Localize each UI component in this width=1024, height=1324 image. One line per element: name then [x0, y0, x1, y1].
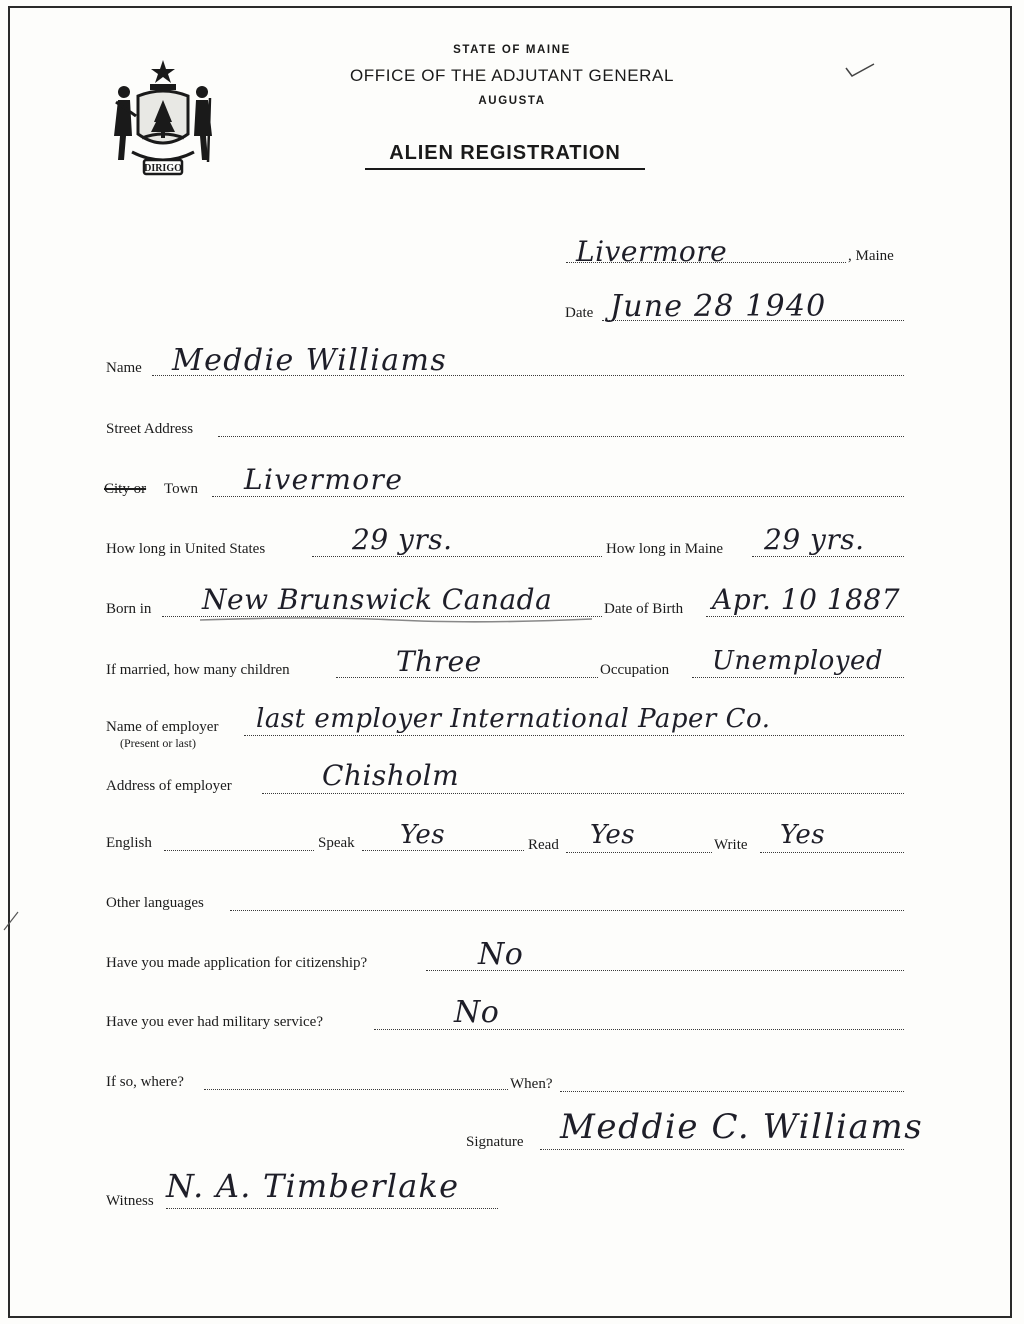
military-label: Have you ever had military service? [106, 1014, 323, 1030]
english-label: English [106, 835, 152, 851]
other-languages-line [230, 908, 904, 911]
signature-value: Meddie C. Williams [560, 1107, 924, 1147]
write-value: Yes [780, 820, 826, 850]
children-value: Three [396, 645, 482, 678]
where-line [204, 1087, 508, 1090]
occupation-label: Occupation [600, 662, 670, 678]
signature-label: Signature [466, 1134, 524, 1150]
english-line [164, 848, 314, 851]
name-label: Name [106, 360, 142, 376]
write-line [760, 850, 904, 853]
read-value: Yes [590, 820, 636, 850]
employer-sublabel: (Present or last) [120, 736, 196, 750]
employer-address-label: Address of employer [106, 778, 232, 794]
date-value: June 28 1940 [610, 289, 827, 324]
born-in-value: New Brunswick Canada [202, 583, 553, 616]
margin-mark-icon [0, 908, 24, 932]
other-languages-label: Other languages [106, 895, 204, 911]
when-label: When? [510, 1076, 553, 1092]
town-label: Town [164, 481, 198, 497]
write-label: Write [714, 837, 748, 853]
date-label: Date [565, 305, 594, 321]
street-address-label: Street Address [106, 421, 194, 437]
witness-line [166, 1206, 498, 1209]
pencil-underline-icon [196, 614, 596, 626]
witness-label: Witness [106, 1193, 154, 1209]
check-mark-icon [844, 60, 876, 82]
birth-date-value: Apr. 10 1887 [712, 583, 901, 616]
page-title: ALIEN REGISTRATION [389, 142, 621, 164]
employer-value: last employer International Paper Co. [256, 704, 771, 734]
header-state: STATE OF MAINE [453, 44, 571, 56]
header-city: AUGUSTA [478, 95, 546, 107]
read-line [566, 850, 712, 853]
citizenship-label: Have you made application for citizenship? [106, 955, 368, 971]
years-maine-value: 29 yrs. [764, 523, 865, 556]
signature-line [540, 1147, 904, 1150]
place-label: , Maine [848, 248, 894, 264]
witness-value: N. A. Timberlake [166, 1167, 460, 1205]
employer-address-value: Chisholm [322, 759, 460, 792]
name-value: Meddie Williams [172, 343, 448, 378]
citizenship-value: No [478, 937, 524, 972]
military-value: No [454, 995, 500, 1030]
town-value: Livermore [244, 463, 404, 496]
occupation-value: Unemployed [712, 646, 884, 676]
header-office: OFFICE OF THE ADJUTANT GENERAL [349, 66, 675, 85]
speak-value: Yes [400, 820, 446, 850]
city-label-struck: City or [104, 481, 147, 497]
speak-label: Speak [318, 835, 355, 851]
place-value: Livermore [576, 235, 728, 268]
seal-motto: DIRIGO [144, 163, 182, 174]
employer-label: Name of employer [106, 719, 219, 735]
years-maine-label: How long in Maine [606, 541, 724, 557]
years-us-value: 29 yrs. [352, 523, 453, 556]
birth-date-label: Date of Birth [604, 601, 684, 617]
years-us-label: How long in United States [106, 541, 266, 557]
street-address-line [218, 434, 904, 437]
children-label: If married, how many children [106, 662, 290, 678]
title-underline [365, 168, 645, 170]
where-label: If so, where? [106, 1074, 184, 1090]
read-label: Read [528, 837, 559, 853]
born-in-label: Born in [106, 601, 152, 617]
when-line [560, 1089, 904, 1092]
